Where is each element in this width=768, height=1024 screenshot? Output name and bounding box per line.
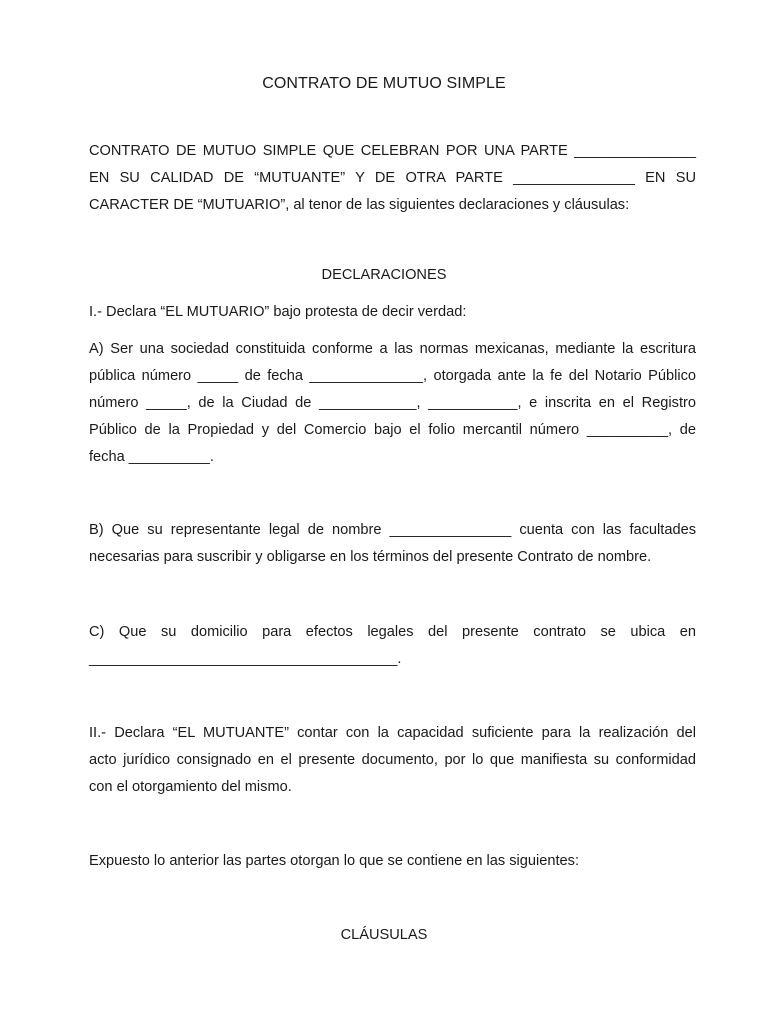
intro-line-2: EN SU CALIDAD DE “MUTUANTE” Y DE OTRA PARTE _______________ EN SU: [89, 170, 696, 186]
clausulas-heading: CLÁUSULAS: [340, 927, 428, 943]
declaration-c-line-2: ______________________________________.: [89, 651, 402, 667]
declaration-a-line-3: número _____, de la Ciudad de ____________, ___________, e inscrita en el Registro: [89, 395, 696, 411]
declaration-a-line-2: pública número _____ de fecha ______________, otorgada ante la fe del Notario Público: [89, 368, 696, 384]
section-2-line-3: con el otorgamiento del mismo.: [89, 779, 292, 795]
section-2-line-2: acto jurídico consignado en el presente documento, por lo que manifiesta su conformidad: [89, 752, 696, 768]
declaration-a-line-4: Público de la Propiedad y del Comercio bajo el folio mercantil número __________, de: [89, 422, 696, 438]
declaration-a-line-5: fecha __________.: [89, 449, 214, 465]
declaration-a-paragraph: [89, 336, 696, 471]
intro-paragraph: [89, 138, 696, 219]
declaration-a-line-1: A) Ser una sociedad constituida conforme a las normas mexicanas, mediante la escritura: [89, 341, 696, 357]
declaration-c-line-1: C) Que su domicilio para efectos legales del presente contrato se ubica en: [89, 624, 696, 640]
expuesto-paragraph: Expuesto lo anterior las partes otorgan lo que se contiene en las siguientes:: [89, 853, 580, 869]
declaration-b-line-1: B) Que su representante legal de nombre _______________ cuenta con las facultades: [89, 522, 696, 538]
declaration-b-line-2: necesarias para suscribir y obligarse en los términos del presente Contrato de nombre.: [89, 549, 652, 565]
declaration-c-paragraph: [89, 619, 696, 673]
section-2-paragraph: [89, 720, 696, 801]
declaration-b-paragraph: [89, 517, 696, 571]
section-2-line-1: II.- Declara “EL MUTUANTE” contar con la capacidad suficiente para la realización del: [89, 725, 696, 741]
intro-line-1: CONTRATO DE MUTUO SIMPLE QUE CELEBRAN POR UNA PARTE _______________: [89, 143, 696, 159]
document-title: CONTRATO DE MUTUO SIMPLE: [262, 75, 506, 92]
section-1-heading: I.- Declara “EL MUTUARIO” bajo protesta de decir verdad:: [89, 304, 467, 320]
declaraciones-heading: DECLARACIONES: [321, 267, 447, 283]
intro-line-3: CARACTER DE “MUTUARIO”, al tenor de las siguientes declaraciones y cláusulas:: [89, 197, 630, 213]
